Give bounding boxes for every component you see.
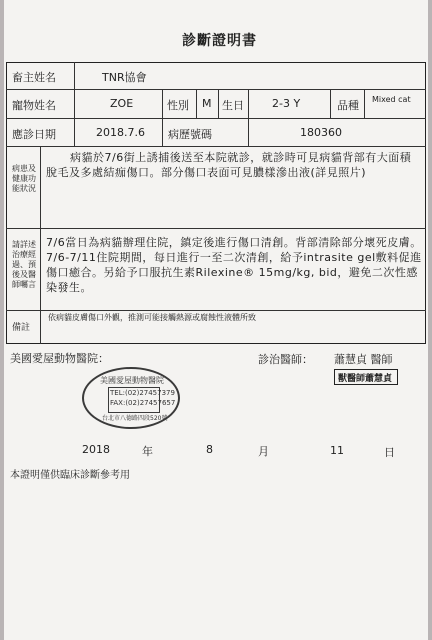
col-divider [248, 89, 249, 118]
condition-text: 病貓於7/6街上誘捕後送至本院就診，就診時可見病貓背部有大面積脫毛及多處結痂傷口。部分傷口表面可見膿樣滲出液(詳見照片) [46, 151, 412, 179]
pet-name-label: 寵物姓名 [12, 99, 56, 112]
issue-day-label: 日 [384, 446, 395, 459]
owner-value: TNR協會 [102, 71, 147, 84]
stamp-address: 台北市八德路四段520號 [102, 415, 168, 422]
sex-value: M [202, 97, 212, 110]
stamp-fax: FAX:(02)27457657 [110, 399, 176, 407]
hospital-name: 美國愛屋動物醫院： [10, 352, 109, 365]
issue-month-label: 月 [258, 445, 269, 458]
doctor-name: 蕭慧貞 醫師 [334, 353, 393, 366]
row-divider [6, 89, 426, 90]
issue-day: 11 [330, 444, 344, 457]
owner-label: 畜主姓名 [12, 71, 56, 84]
col-divider [40, 146, 41, 344]
certificate-table [6, 62, 426, 344]
breed-value: Mixed cat [372, 95, 411, 104]
condition-label: 病患及健康功能狀況 [12, 164, 36, 193]
remarks-label: 備註 [12, 323, 31, 333]
sex-label: 性別 [167, 99, 189, 112]
row-divider [6, 310, 426, 311]
document-title: 診斷證明書 [182, 33, 257, 49]
treatment-label: 請詳述治療經過、預後及醫師囑言 [12, 240, 36, 289]
birth-label: 生日 [222, 99, 244, 112]
treatment-text: 7/6當日為病貓辦理住院，鎮定後進行傷口清創。背部清除部分壞死皮膚。7/6-7/11住院期間，每日進行一至二次清創，給予intrasite gel敷料促進傷口癒合。另給予口服抗生素Rilexine® 15mg/kg, bid，避免二次性感染發生。 [46, 236, 422, 294]
col-divider [196, 89, 197, 118]
col-divider [248, 118, 249, 146]
col-divider [218, 89, 219, 118]
row-divider [6, 118, 426, 119]
col-divider [364, 89, 365, 118]
doctor-seal [334, 369, 398, 385]
stamp-clinic-name: 美國愛屋動物醫院 [100, 376, 164, 385]
doctor-label: 診治醫師： [258, 353, 313, 366]
pet-name-value: ZOE [110, 97, 134, 110]
row-divider [6, 146, 426, 147]
col-divider [74, 62, 75, 146]
issue-month: 8 [206, 443, 213, 456]
record-no-label: 病歷號碼 [168, 128, 212, 141]
issue-year: 2018 [82, 443, 110, 456]
age-value: 2-3 Y [272, 97, 301, 110]
stamp-tel: TEL:(02)27457379 [110, 389, 175, 397]
row-divider [6, 228, 426, 229]
footer-note: 本證明僅供臨床診斷參考用 [10, 470, 130, 481]
visit-date-value: 2018.7.6 [96, 126, 145, 139]
breed-label: 品種 [337, 99, 359, 112]
visit-date-label: 應診日期 [12, 128, 56, 141]
remarks-text: 依病貓皮膚傷口外觀，推測可能接觸熱源或腐蝕性液體所致 [48, 313, 256, 322]
issue-year-label: 年 [142, 445, 153, 458]
clinic-stamp [82, 367, 180, 429]
col-divider [330, 89, 331, 118]
col-divider [162, 89, 163, 146]
doctor-seal-text: 獸醫師蕭慧貞 [338, 374, 393, 384]
record-no-value: 180360 [300, 126, 342, 139]
